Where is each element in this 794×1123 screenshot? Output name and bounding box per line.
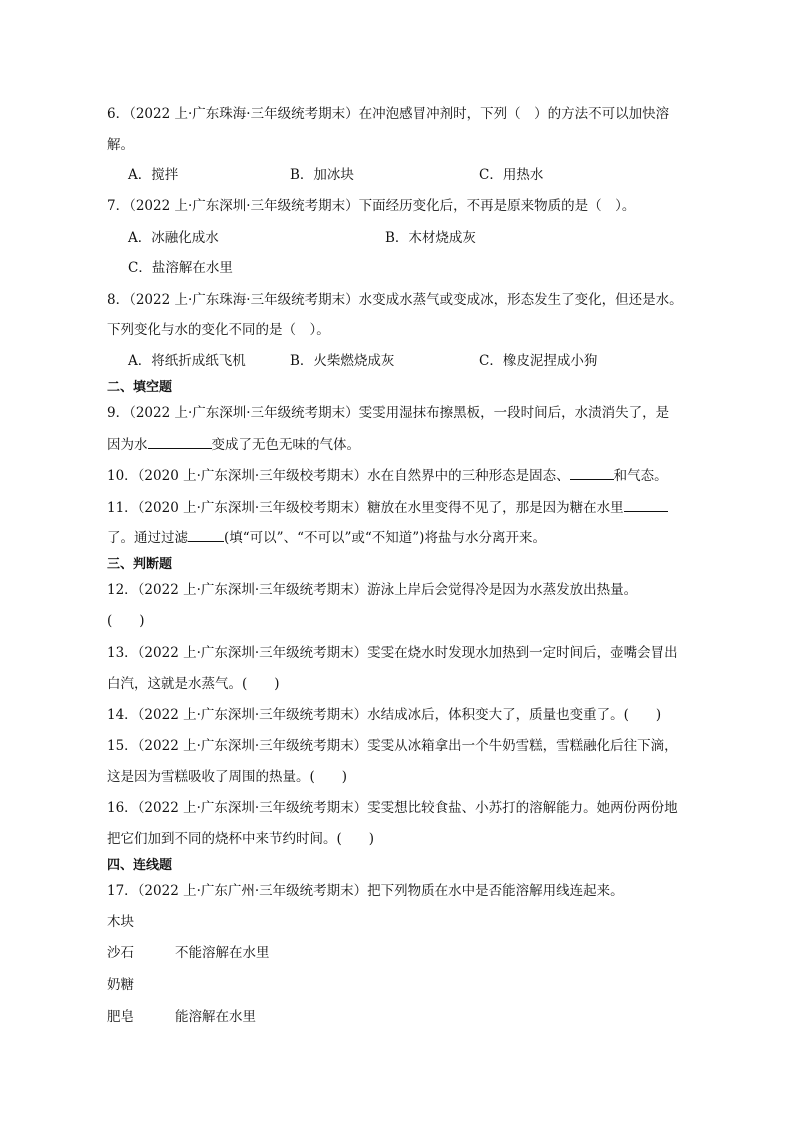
q16-line1: 16．（2022 上·广东深圳·三年级统考期末）雯雯想比较食盐、小苏打的溶解能力。她两份两份地: [107, 800, 678, 816]
q7-option-c: C．盐溶解在水里: [128, 260, 233, 276]
q17-item-candy[interactable]: 奶糖: [107, 977, 134, 993]
q13-line2: 白汽，这就是水蒸气。( ): [107, 676, 280, 692]
q17-line1: 17．（2022 上·广东广州·三年级统考期末）把下列物质在水中是否能溶解用线连起来。: [107, 883, 624, 899]
q10-answer-blank[interactable]: [570, 466, 614, 480]
q17-item-soap[interactable]: 肥皂: [107, 1009, 134, 1025]
q9-answer-blank[interactable]: [148, 435, 212, 449]
q10-text-before-blank: 10．（2020 上·广东深圳·三年级校考期末）水在自然界中的三种形态是固态、: [107, 468, 570, 484]
q12-answer-parentheses[interactable]: ( ): [107, 613, 145, 629]
q15-line2: 这是因为雪糕吸收了周围的热量。( ): [107, 769, 348, 785]
q6-option-b: B．加冰块: [290, 167, 354, 183]
q7-option-a: A．冰融化成水: [128, 230, 219, 246]
q14-line1: 14．（2022 上·广东深圳·三年级统考期末）水结成冰后，体积变大了，质量也变重了。( ): [107, 707, 662, 723]
q11-line2: [107, 528, 546, 548]
q11-text-before-blank-2: 了。通过过滤: [107, 530, 188, 546]
section-heading-fill-in: 二、填空题: [107, 380, 173, 395]
q8-option-c: C．橡皮泥捏成小狗: [479, 353, 598, 369]
section-heading-matching: 四、连线题: [107, 858, 173, 873]
q8-line2: 下列变化与水的变化不同的是（ ）。: [107, 322, 330, 338]
q8-line1: 8．（2022 上·广东珠海·三年级统考期末）水变成水蒸气或变成冰，形态发生了变化，但还是水。: [107, 292, 683, 308]
q11-answer-blank-2[interactable]: [188, 528, 224, 542]
q13-line1: 13．（2022 上·广东深圳·三年级统考期末）雯雯在烧水时发现水加热到一定时间后，壶嘴会冒出: [107, 645, 678, 661]
q12-line1: 12．（2022 上·广东深圳·三年级统考期末）游泳上岸后会觉得冷是因为水蒸发放出热量。: [107, 582, 638, 598]
q9-line2: [107, 435, 360, 455]
q11-line1: [107, 498, 668, 518]
q6-line2: 解。: [107, 137, 134, 153]
q9-line1: 9．（2022 上·广东深圳·三年级统考期末）雯雯用湿抹布擦黑板，一段时间后，水渍消失了，是: [107, 405, 670, 421]
q8-option-b: B．火柴燃烧成灰: [290, 353, 395, 369]
q9-text-after-blank: 变成了无色无味的气体。: [211, 437, 360, 453]
q9-text-before-blank: 因为水: [107, 437, 148, 453]
q17-item-sand[interactable]: 沙石: [107, 945, 134, 961]
q10-line1: [107, 466, 668, 486]
q6-option-a: A．搅拌: [128, 167, 179, 183]
q17-item-wood[interactable]: 木块: [107, 914, 134, 930]
q7-option-b: B．木材烧成灰: [385, 230, 476, 246]
q15-line1: 15．（2022 上·广东深圳·三年级统考期末）雯雯从冰箱拿出一个牛奶雪糕，雪糕融化后往下滴，: [107, 738, 678, 754]
q11-text-before-blank: 11．（2020 上·广东深圳·三年级校考期末）糖放在水里变得不见了，那是因为糖在水里: [107, 500, 624, 516]
q8-option-a: A．将纸折成纸飞机: [128, 353, 246, 369]
q11-answer-blank-1[interactable]: [624, 498, 668, 512]
q6-line1: 6．（2022 上·广东珠海·三年级统考期末）在冲泡感冒冲剂时，下列（ ）的方法不可以加快溶: [107, 106, 670, 122]
q6-option-c: C．用热水: [479, 167, 544, 183]
section-heading-true-false: 三、判断题: [107, 557, 173, 572]
q17-target-soluble[interactable]: 能溶解在水里: [175, 1009, 256, 1025]
q7-line1: 7．（2022 上·广东深圳·三年级统考期末）下面经历变化后，不再是原来物质的是（ ）。: [107, 198, 636, 214]
q16-line2: 把它们加到不同的烧杯中来节约时间。( ): [107, 831, 375, 847]
q17-target-insoluble[interactable]: 不能溶解在水里: [175, 945, 270, 961]
q10-text-after-blank: 和气态。: [613, 468, 668, 484]
q11-text-after-blank-2: (填“可以”、“不可以”或“不知道”)将盐与水分离开来。: [224, 530, 546, 546]
